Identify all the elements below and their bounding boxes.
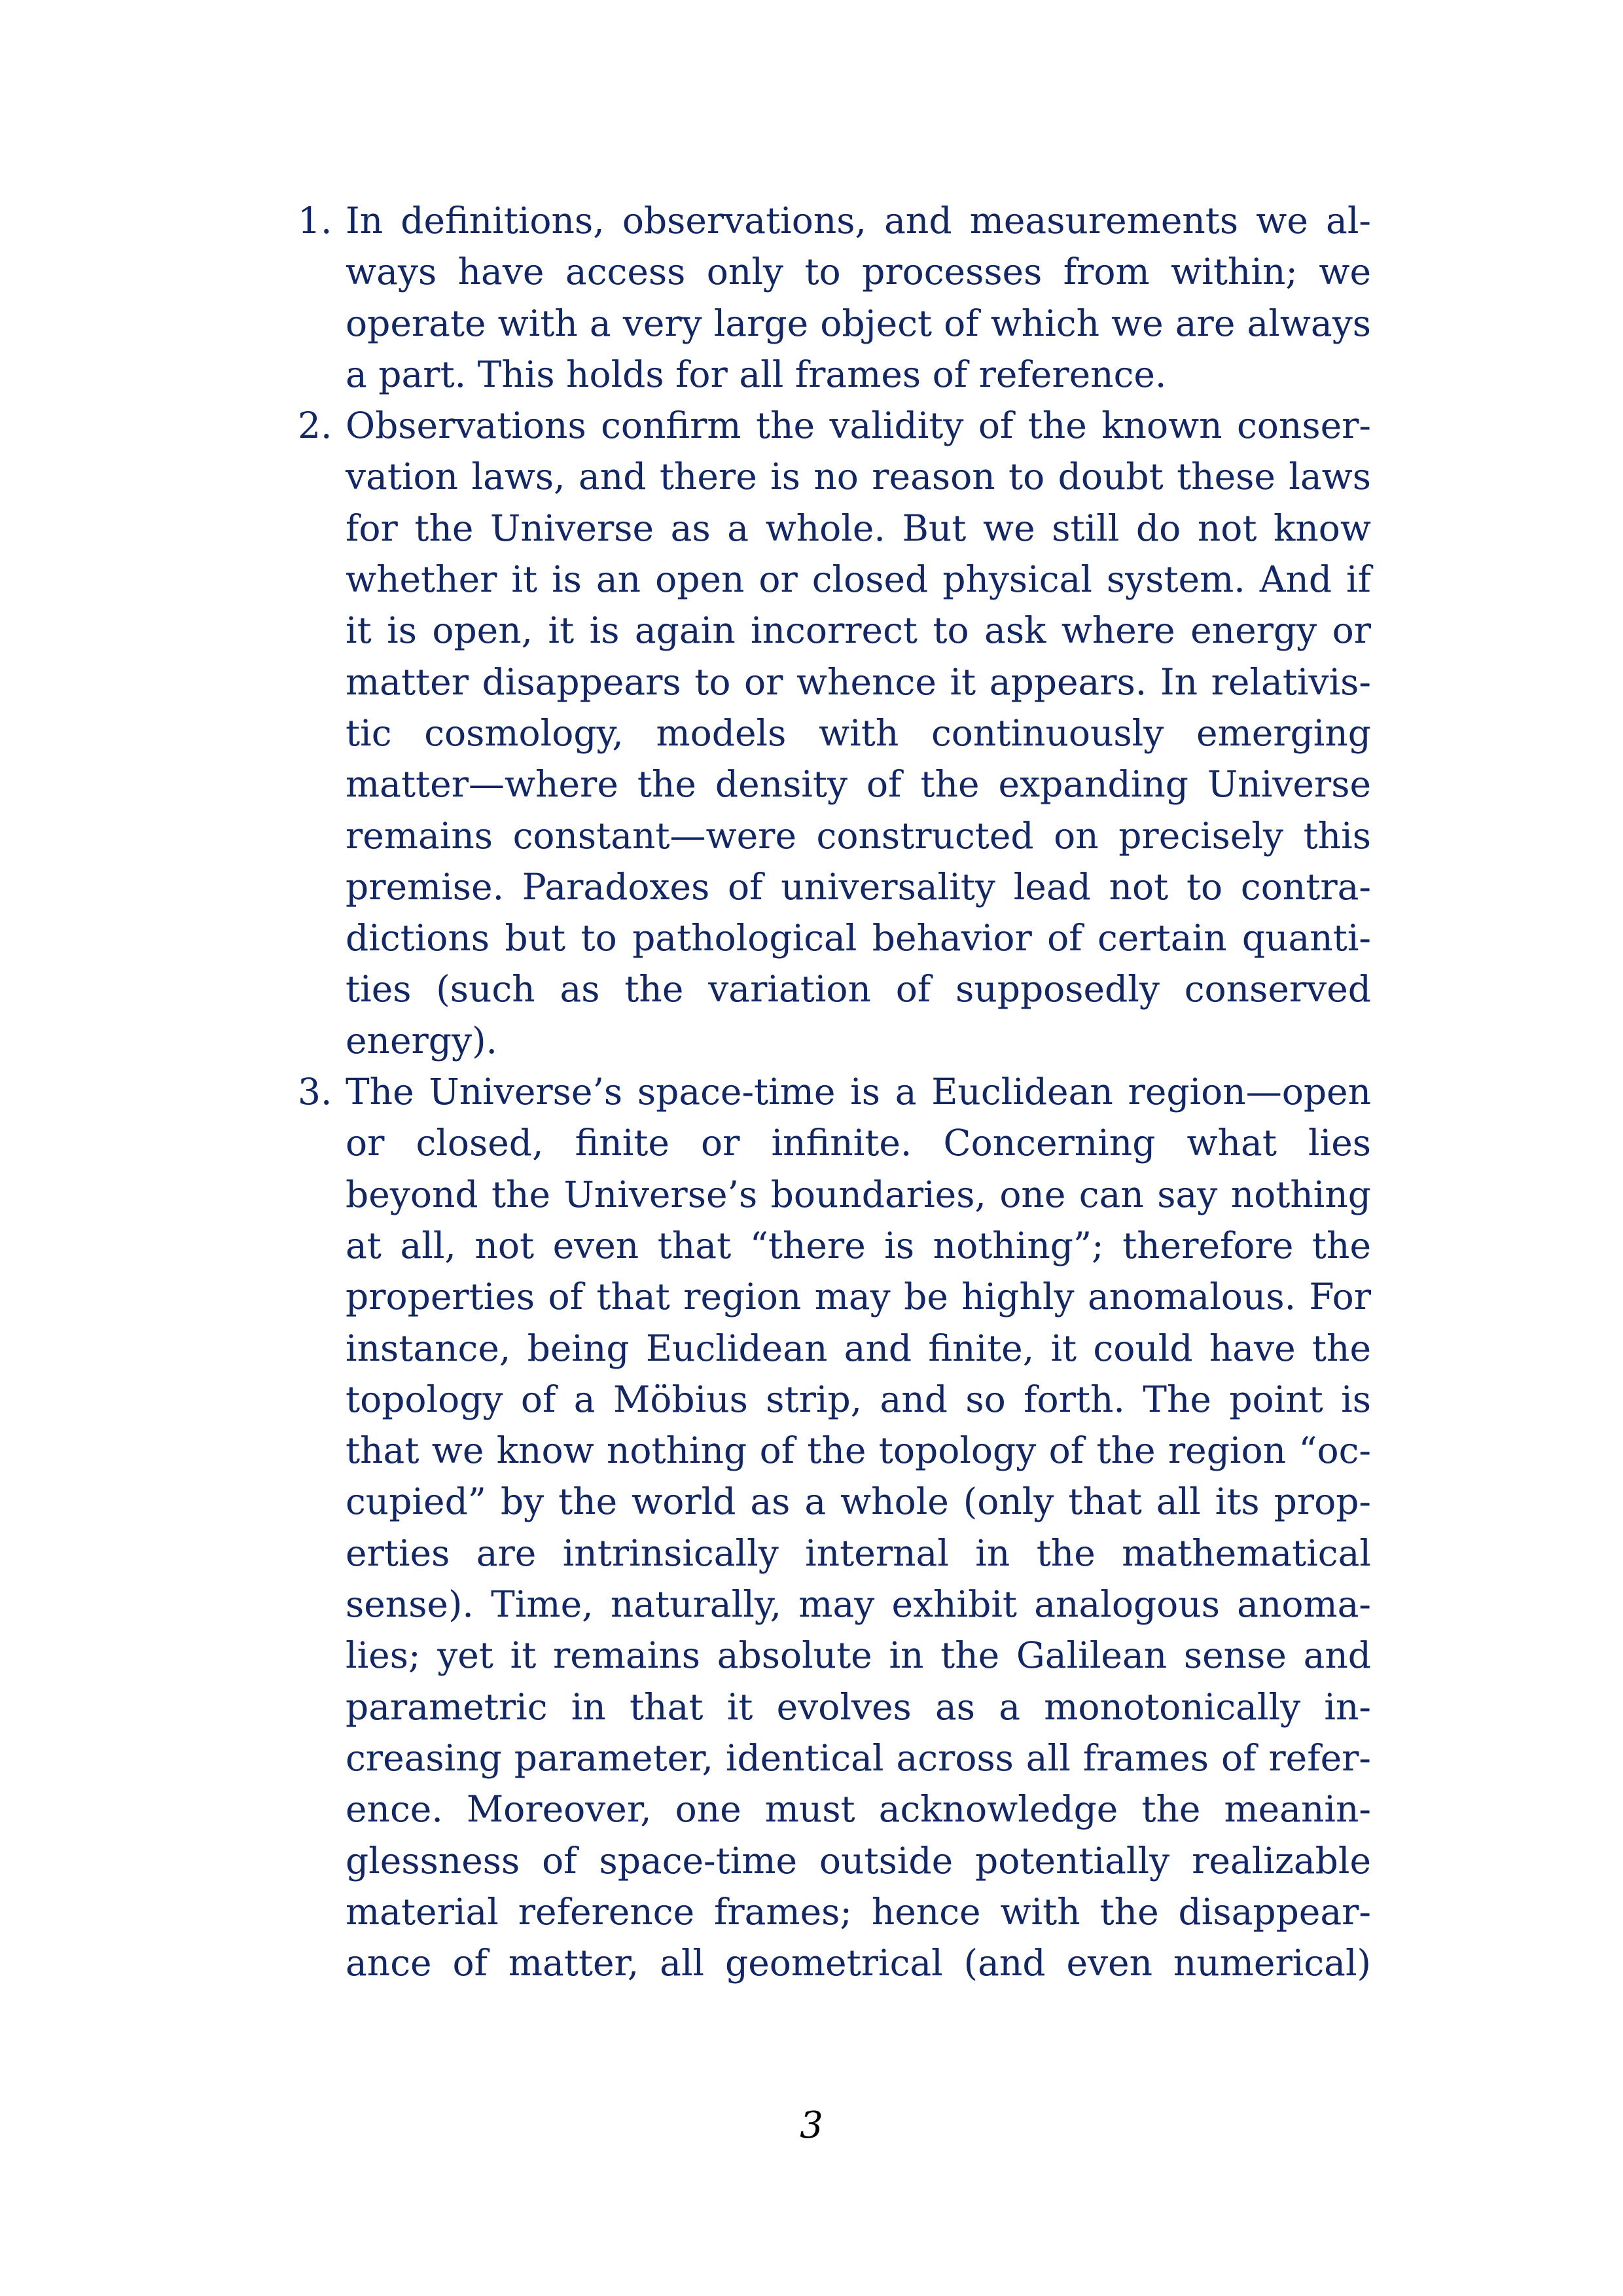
text-line: Observations confirm the validity of the known conser-	[346, 404, 1371, 447]
list-item-number: 3.	[298, 1071, 332, 1113]
text-line: a part. This holds for all frames of reference.	[346, 353, 1167, 395]
text-line: ways have access only to processes from within; we	[346, 251, 1371, 293]
text-line: that we know nothing of the topology of the region “oc-	[346, 1429, 1371, 1472]
text-line: it is open, it is again incorrect to ask where energy or	[346, 609, 1371, 652]
text-line: creasing parameter, identical across all frames of refer-	[346, 1736, 1371, 1779]
text-line: properties of that region may be highly anomalous. For	[346, 1276, 1371, 1318]
text-line: at all, not even that “there is nothing”; therefore the	[346, 1224, 1371, 1266]
text-line: ence. Moreover, one must acknowledge the meanin-	[346, 1788, 1371, 1831]
text-line: In definitions, observations, and measurements we al-	[346, 200, 1371, 242]
text-line: remains constant—were constructed on precisely this	[346, 814, 1371, 857]
text-line: operate with a very large object of which we are always	[346, 302, 1371, 344]
text-line: beyond the Universe’s boundaries, one can say nothing	[346, 1173, 1371, 1215]
text-line: for the Universe as a whole. But we still do not know	[346, 507, 1371, 549]
page-number: 3	[800, 2104, 823, 2147]
text-line: whether it is an open or closed physical system. And if	[346, 558, 1371, 601]
list-item-number: 1.	[298, 200, 332, 242]
text-line: energy).	[346, 1019, 498, 1062]
text-line: tic cosmology, models with continuously emerging	[346, 711, 1371, 754]
text-line: or closed, finite or infinite. Concerning what lies	[346, 1122, 1371, 1164]
list-item	[298, 400, 1371, 1066]
text-line: premise. Paradoxes of universality lead not to contra-	[346, 865, 1371, 908]
text-line: The Universe’s space-time is a Euclidean region—open	[346, 1071, 1371, 1113]
numbered-list	[298, 195, 1371, 1988]
list-item-number: 2.	[298, 404, 332, 447]
text-line: erties are intrinsically internal in the mathematical	[346, 1532, 1371, 1574]
text-line: vation laws, and there is no reason to doubt these laws	[346, 456, 1371, 498]
text-line: instance, being Euclidean and finite, it could have the	[346, 1327, 1371, 1369]
text-line: ance of matter, all geometrical (and even numerical)	[346, 1942, 1371, 1984]
list-item	[298, 195, 1371, 400]
text-line: material reference frames; hence with the disappear-	[346, 1890, 1371, 1933]
text-line: parametric in that it evolves as a monotonically in-	[346, 1685, 1371, 1728]
list-item	[298, 1066, 1371, 1988]
text-line: dictions but to pathological behavior of certain quanti-	[346, 917, 1371, 960]
text-line: cupied” by the world as a whole (only that all its prop-	[346, 1480, 1371, 1523]
text-line: matter disappears to or whence it appears. In relativis-	[346, 660, 1371, 703]
text-line: ties (such as the variation of supposedly conserved	[346, 968, 1371, 1011]
text-line: topology of a Möbius strip, and so forth. The point is	[346, 1378, 1371, 1420]
text-line: glessness of space-time outside potentially realizable	[346, 1839, 1371, 1882]
text-line: sense). Time, naturally, may exhibit analogous anoma-	[346, 1583, 1371, 1626]
text-line: lies; yet it remains absolute in the Galilean sense and	[346, 1634, 1371, 1677]
text-line: matter—where the density of the expanding Universe	[346, 763, 1371, 806]
